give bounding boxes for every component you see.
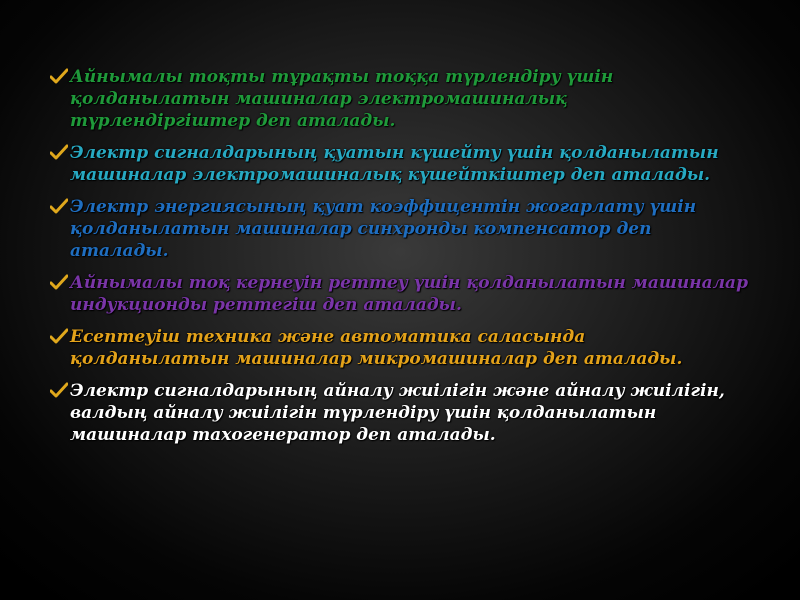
bullet-text: Электр сигналдарының айналу жиілігін және айналу жиілігін, валдың айналу жиілігін түрлендіру үшін қолданылатын машиналар тахогенератор деп аталады. — [70, 381, 725, 445]
checkmark-icon — [50, 144, 68, 160]
bullet-text: Электр сигналдарының қуатын күшейту үшін қолданылатын машиналар электромашиналық күшейткіштер деп аталады. — [70, 143, 719, 185]
bullet-list — [48, 66, 748, 456]
bullet-item — [48, 66, 748, 132]
bullet-item — [48, 380, 748, 446]
bullet-item — [48, 196, 748, 262]
checkmark-icon — [50, 328, 68, 344]
bullet-text: Айнымалы тоқты тұрақты тоққа түрлендіру үшін қолданылатын машиналар электромашиналық түрлендіргіштер деп аталады. — [70, 67, 614, 131]
checkmark-icon — [50, 198, 68, 214]
bullet-item — [48, 272, 748, 316]
bullet-text: Есептеуіш техника және автоматика саласында қолданылатын машиналар микромашиналар деп аталады. — [70, 327, 683, 369]
bullet-text: Айнымалы тоқ кернеуін реттеу үшін қолданылатын машиналар индукционды реттегіш деп аталады. — [70, 273, 748, 315]
checkmark-icon — [50, 274, 68, 290]
bullet-item — [48, 326, 748, 370]
checkmark-icon — [50, 382, 68, 398]
checkmark-icon — [50, 68, 68, 84]
bullet-item — [48, 142, 748, 186]
bullet-text: Электр энергиясының қуат коэффицентін жоғарлату үшін қолданылатын машиналар синхронды компенсатор деп аталады. — [70, 197, 697, 261]
